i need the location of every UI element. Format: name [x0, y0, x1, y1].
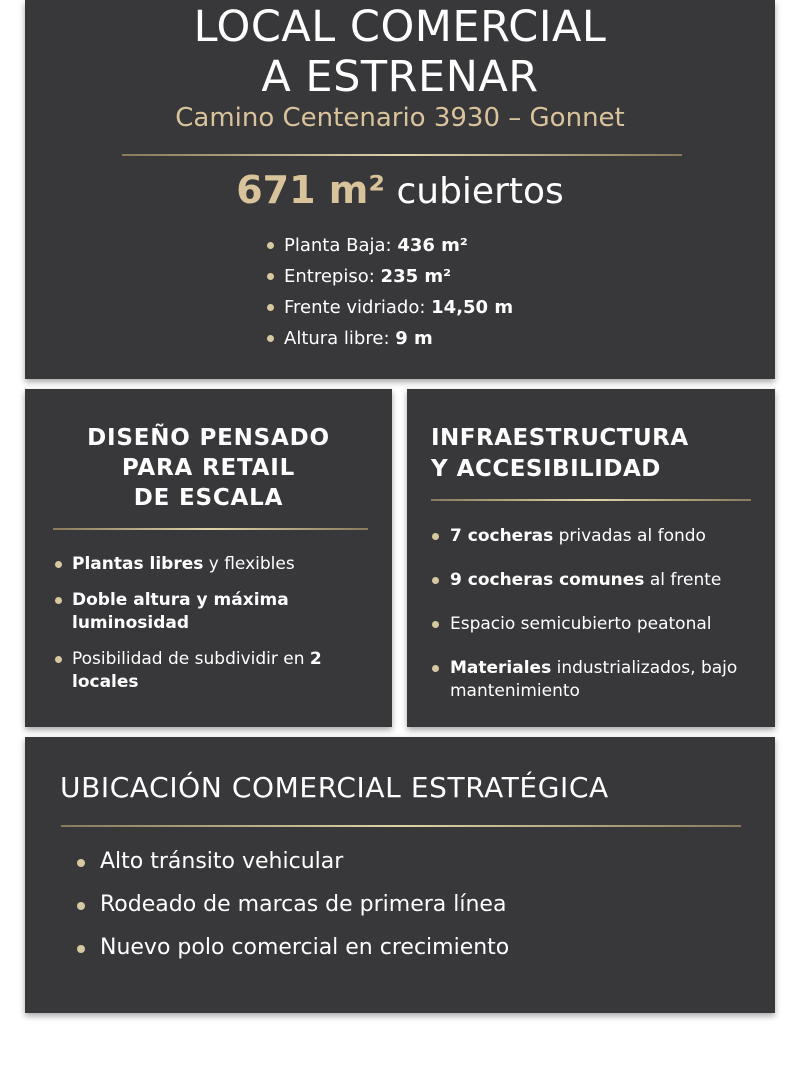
location-list [77, 848, 509, 977]
heading-line: INFRAESTRUCTURA [431, 425, 689, 451]
item-bold: 7 cocheras [450, 526, 554, 546]
area-value: 671 m² [236, 168, 386, 212]
location-card [25, 737, 775, 1013]
list-item [77, 891, 509, 919]
spec-value: 436 m² [397, 235, 468, 256]
divider [61, 825, 741, 827]
list-item [432, 613, 772, 636]
list-item [55, 553, 385, 576]
spec-value: 14,50 m [431, 297, 514, 318]
item-text: Alto tránsito vehicular [100, 849, 344, 874]
bullet-icon [432, 577, 439, 584]
address: Camino Centenario 3930 – Gonnet [175, 103, 625, 133]
list-item [432, 525, 772, 548]
bullet-icon [432, 621, 439, 628]
specs-list [265, 230, 513, 354]
spec-label: Altura libre: [284, 328, 390, 349]
item-bold: Doble altura y máxima luminosidad [72, 590, 289, 633]
bullet-icon [432, 665, 439, 672]
bullet-icon [77, 902, 85, 910]
bullet-icon [55, 561, 62, 568]
divider [431, 499, 751, 501]
item-text: Rodeado de marcas de primera línea [100, 892, 507, 917]
item-text: Espacio semicubierto peatonal [450, 614, 712, 634]
bullet-icon [267, 304, 274, 311]
list-item [432, 569, 772, 592]
item-text: Posibilidad de subdividir en [72, 649, 310, 669]
item-text: privadas al fondo [553, 526, 706, 546]
infrastructure-card [407, 389, 775, 727]
page-title [25, 2, 775, 102]
bullet-icon [267, 242, 274, 249]
item-text: y flexibles [203, 554, 295, 574]
item-text: Nuevo polo comercial en crecimiento [100, 935, 510, 960]
list-item [77, 848, 509, 876]
divider [53, 528, 368, 530]
design-card [25, 389, 392, 727]
area-label: cubiertos [396, 171, 564, 212]
spec-item [265, 230, 513, 261]
spec-label: Planta Baja: [284, 235, 392, 256]
total-area [25, 168, 775, 212]
item-bold: 2 locales [72, 649, 322, 692]
spec-item [265, 292, 513, 323]
design-list [55, 553, 385, 707]
list-item [55, 648, 385, 694]
list-item [77, 934, 509, 962]
list-item [432, 657, 772, 703]
title-line-1: LOCAL COMERCIAL [193, 2, 607, 52]
heading-line: DE ESCALA [133, 485, 284, 511]
location-heading: UBICACIÓN COMERCIAL ESTRATÉGICA [60, 771, 609, 804]
header-card [25, 0, 775, 379]
spec-label: Frente vidriado: [284, 297, 426, 318]
design-heading [25, 423, 392, 513]
heading-line: Y ACCESIBILIDAD [431, 456, 661, 482]
bullet-icon [267, 273, 274, 280]
spec-value: 9 m [395, 328, 433, 349]
bullet-icon [267, 335, 274, 342]
item-bold: Materiales [450, 658, 552, 678]
spec-label: Entrepiso: [284, 266, 375, 287]
item-text: al frente [644, 570, 722, 590]
divider [122, 154, 682, 156]
bullet-icon [55, 656, 62, 663]
spec-item [265, 323, 513, 354]
heading-line: PARA RETAIL [121, 455, 296, 481]
bullet-icon [55, 597, 62, 604]
spec-item [265, 261, 513, 292]
item-bold: Plantas libres [72, 554, 204, 574]
infrastructure-list [432, 525, 772, 724]
bullet-icon [432, 533, 439, 540]
item-text: industrializados, bajo mantenimiento [450, 658, 738, 701]
heading-line: DISEÑO PENSADO [87, 425, 330, 451]
bullet-icon [77, 859, 85, 867]
title-line-2: A ESTRENAR [261, 52, 539, 102]
bullet-icon [77, 945, 85, 953]
spec-value: 235 m² [380, 266, 452, 287]
list-item [55, 589, 385, 635]
infrastructure-heading [431, 423, 689, 485]
item-bold: 9 cocheras comunes [450, 570, 645, 590]
